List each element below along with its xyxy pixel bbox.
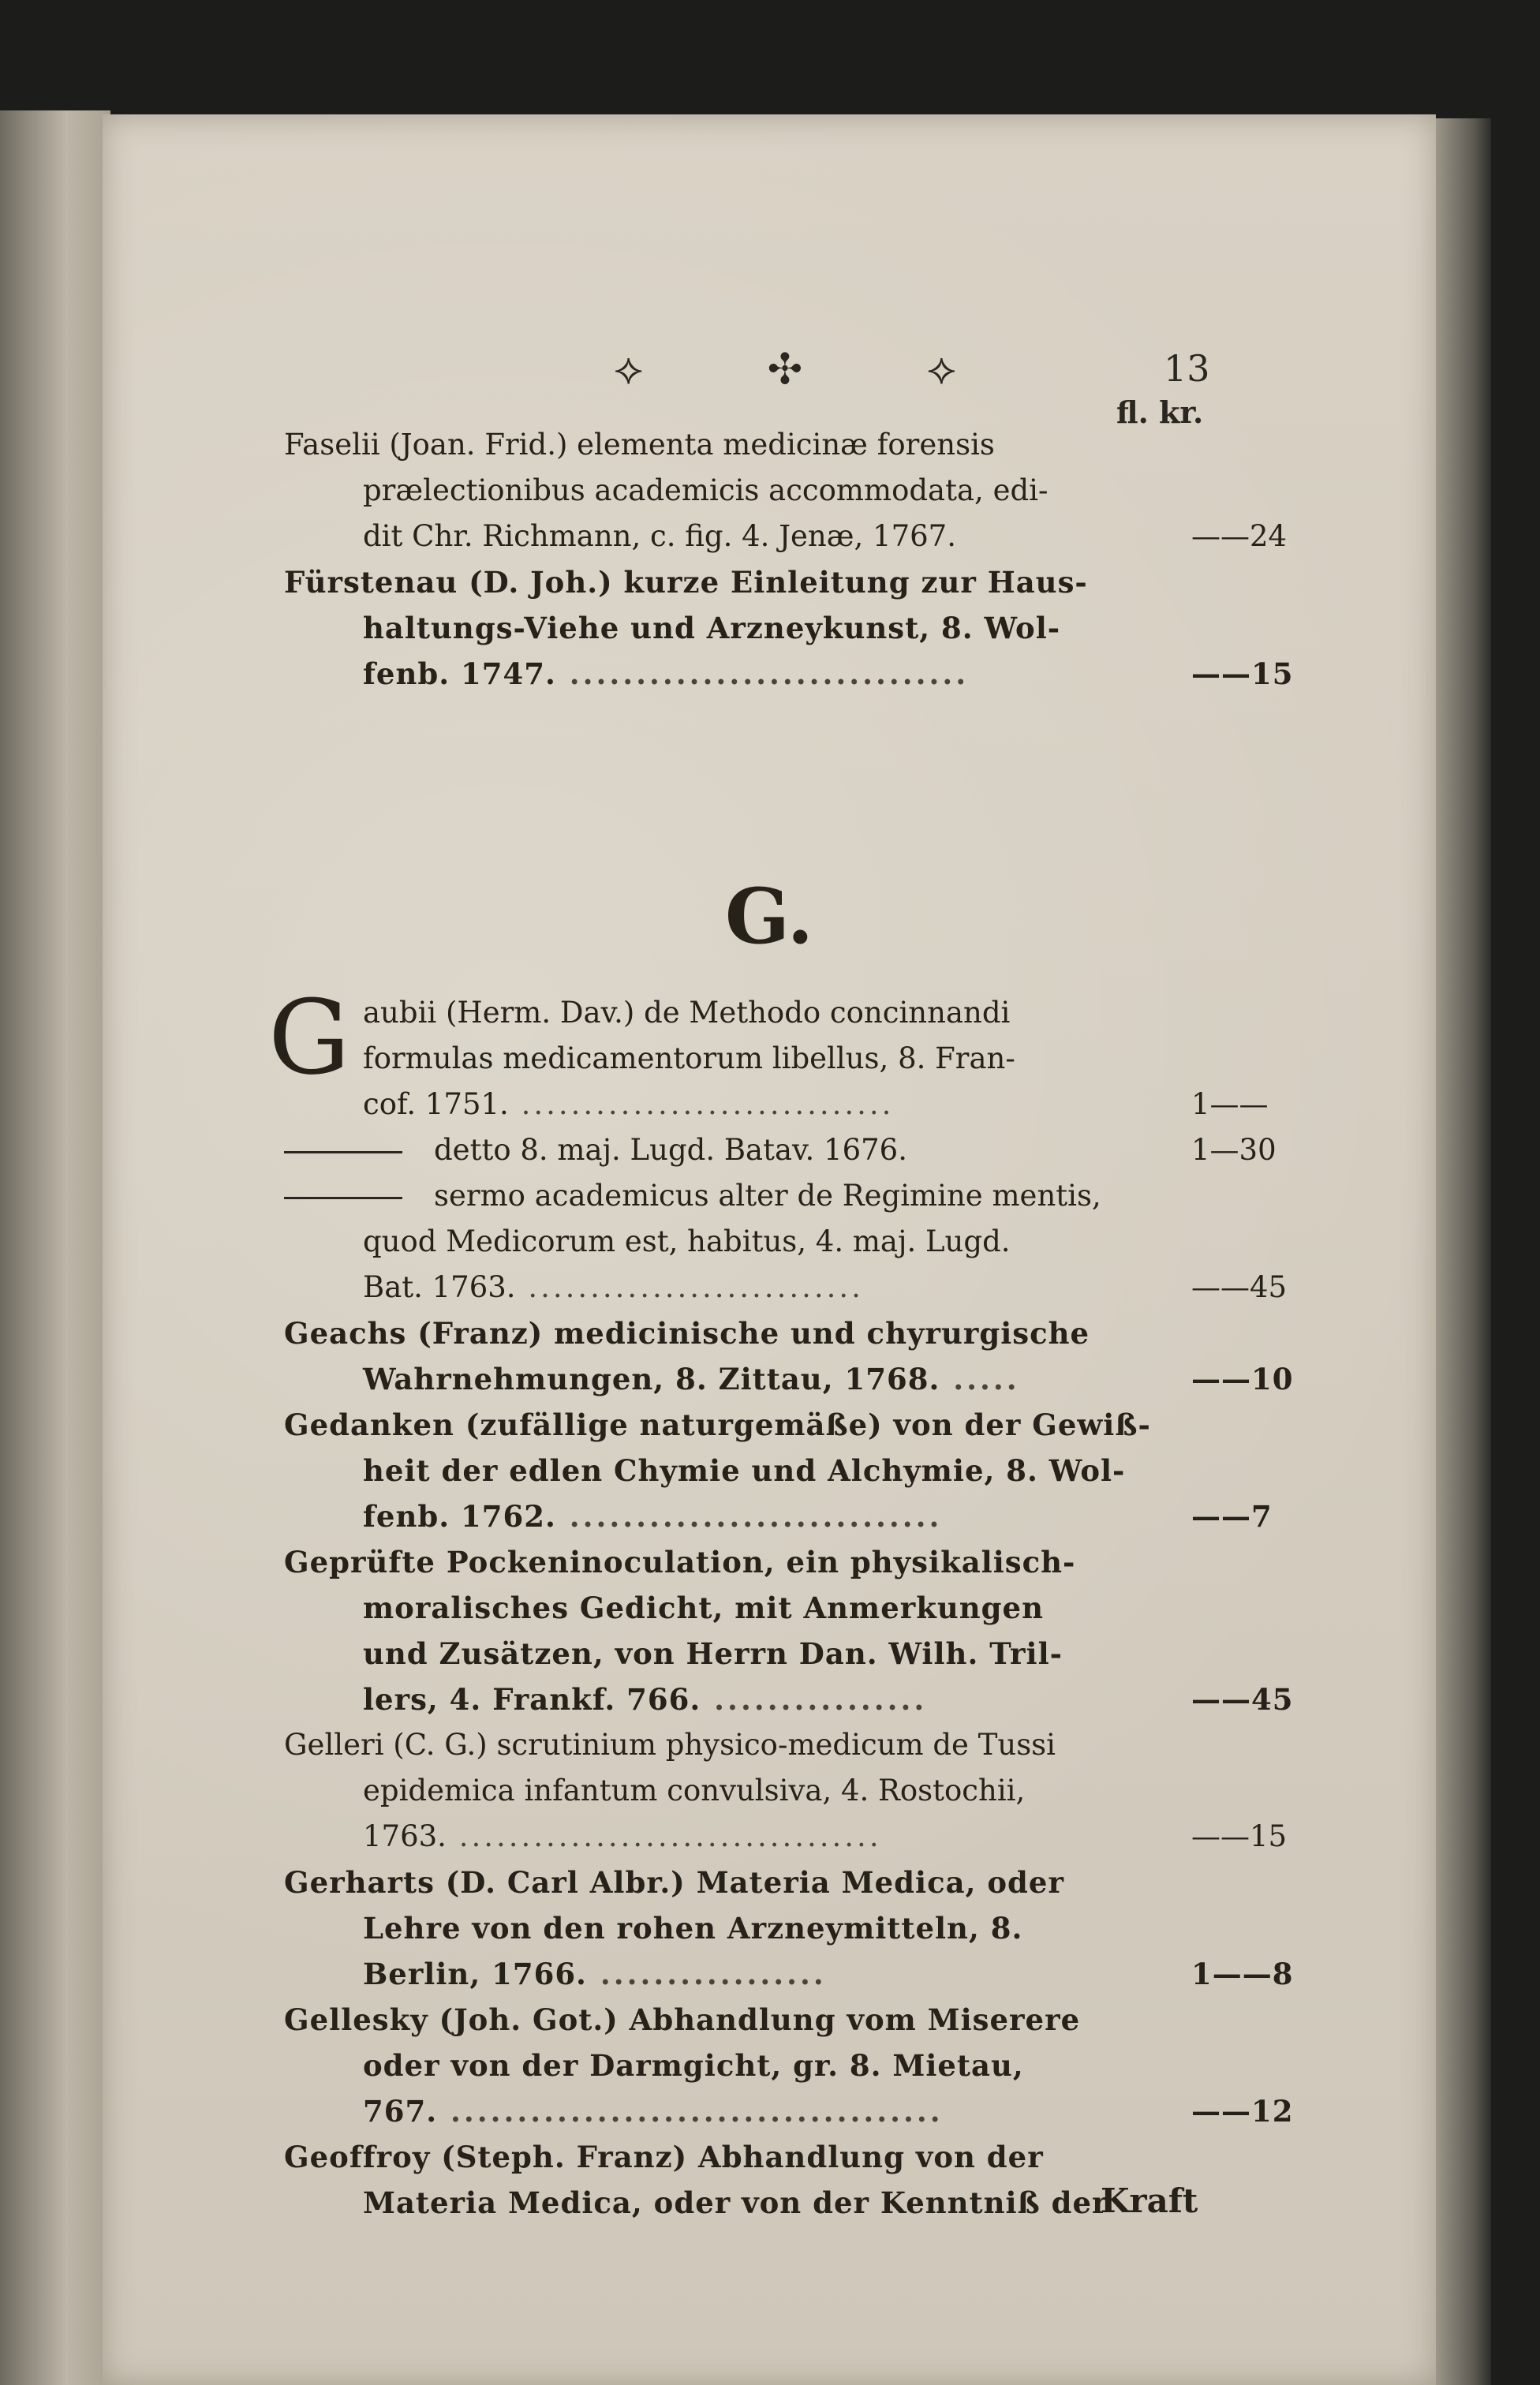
entry-line: Geprüfte Pockeninoculation, ein physikalisch-	[284, 1545, 1076, 1579]
book-fore-edge	[1436, 118, 1491, 2385]
drop-cap: G	[268, 978, 350, 1097]
entries-g	[268, 978, 1349, 2226]
entry-line: detto 8. maj. Lugd. Batav. 1676. 1—30	[284, 1127, 1349, 1173]
entry-line: haltungs-Viehe und Arzneykunst, 8. Wol-	[363, 611, 1061, 645]
entry-line: Gedanken (zufällige naturgemäße) von der Gewiß-	[284, 1407, 1151, 1442]
entry-line: Wahrnehmungen, 8. Zittau, 1768. ..... ——10	[284, 1356, 1349, 1402]
entry-line: lers, 4. Frankf. 766. ................ ——45	[284, 1677, 1349, 1722]
entry-line: sermo academicus alter de Regimine mentis,	[284, 1173, 1349, 1219]
price: ——24	[1191, 519, 1288, 553]
price: 1——	[1191, 1087, 1269, 1121]
price: 1——8	[1191, 1957, 1294, 1991]
ditto-dash	[284, 1197, 402, 1199]
entry-line: Faselii (Joan. Frid.) elementa medicinæ forensis	[284, 428, 995, 462]
price: ——45	[1191, 1682, 1294, 1717]
entry-line: Gellesky (Joh. Got.) Abhandlung vom Miserere	[284, 2002, 1081, 2037]
entry-line: 767. ..................................... ——12	[284, 2088, 1349, 2134]
entry-line: cof. 1751. .............................. 1——	[284, 1082, 1349, 1127]
entry-line: heit der edlen Chymie und Alchymie, 8. Wol-	[363, 1453, 1126, 1488]
entry-line: epidemica infantum convulsiva, 4. Rostochii,	[363, 1774, 1026, 1807]
entry-line: Berlin, 1766. ................. 1——8	[284, 1951, 1349, 1997]
price: 1—30	[1191, 1133, 1276, 1167]
entry-line: G aubii (Herm. Dav.) de Methodo concinnandi	[268, 978, 1011, 1097]
price: ——45	[1191, 1270, 1288, 1304]
entry-line: prælectionibus academicis accommodata, edi-	[363, 473, 1048, 507]
entry-line: 1763. .................................. ——15	[284, 1814, 1349, 1860]
entry-line: Materia Medica, oder von der Kenntniß der	[363, 2185, 1108, 2220]
header-ornament: ⟡ ✣ ⟡	[614, 343, 1011, 394]
currency-header: fl. kr.	[1116, 394, 1204, 430]
entries-top	[284, 422, 1349, 697]
entry-line: dit Chr. Richmann, c. fig. 4. Jenæ, 1767. ——24	[284, 514, 1349, 559]
page-number: 13	[1164, 347, 1210, 390]
entry-line: Gerharts (D. Carl Albr.) Materia Medica, oder	[284, 1865, 1064, 1900]
entry-line: Geoffroy (Steph. Franz) Abhandlung von der	[284, 2140, 1044, 2174]
price: ——10	[1191, 1362, 1294, 1396]
entry-line: Lehre von den rohen Arzneymitteln, 8.	[363, 1911, 1023, 1946]
entry-line: oder von der Darmgicht, gr. 8. Mietau,	[363, 2048, 1024, 2083]
ditto-dash	[284, 1151, 402, 1153]
price: ——15	[1191, 656, 1294, 691]
entry-line: quod Medicorum est, habitus, 4. maj. Lugd.	[363, 1224, 1011, 1258]
entry-line: Gelleri (C. G.) scrutinium physico-medicum de Tussi	[284, 1728, 1056, 1762]
entry-line: fenb. 1762. ............................ ——7	[284, 1493, 1349, 1539]
entry-line: formulas medicamentorum libellus, 8. Fran-	[363, 1041, 1015, 1075]
price: ——12	[1191, 2094, 1294, 2129]
entry-line: moralisches Gedicht, mit Anmerkungen	[363, 1591, 1044, 1625]
price: ——7	[1191, 1499, 1273, 1534]
section-letter: G.	[725, 872, 813, 961]
entry-line: Fürstenau (D. Joh.) kurze Einleitung zur Haus-	[284, 565, 1088, 600]
entry-line: Bat. 1763. ........................... ——45	[284, 1265, 1349, 1310]
price: ——15	[1191, 1819, 1288, 1853]
entry-line: Geachs (Franz) medicinische und chyrurgische	[284, 1316, 1090, 1351]
entry-line: und Zusätzen, von Herrn Dan. Wilh. Tril-	[363, 1636, 1063, 1671]
book-page	[103, 114, 1436, 2385]
catchword: Kraft	[1101, 2181, 1198, 2220]
entry-line: fenb. 1747. .............................. ——15	[284, 651, 1349, 697]
facing-page-edge	[0, 110, 110, 2385]
